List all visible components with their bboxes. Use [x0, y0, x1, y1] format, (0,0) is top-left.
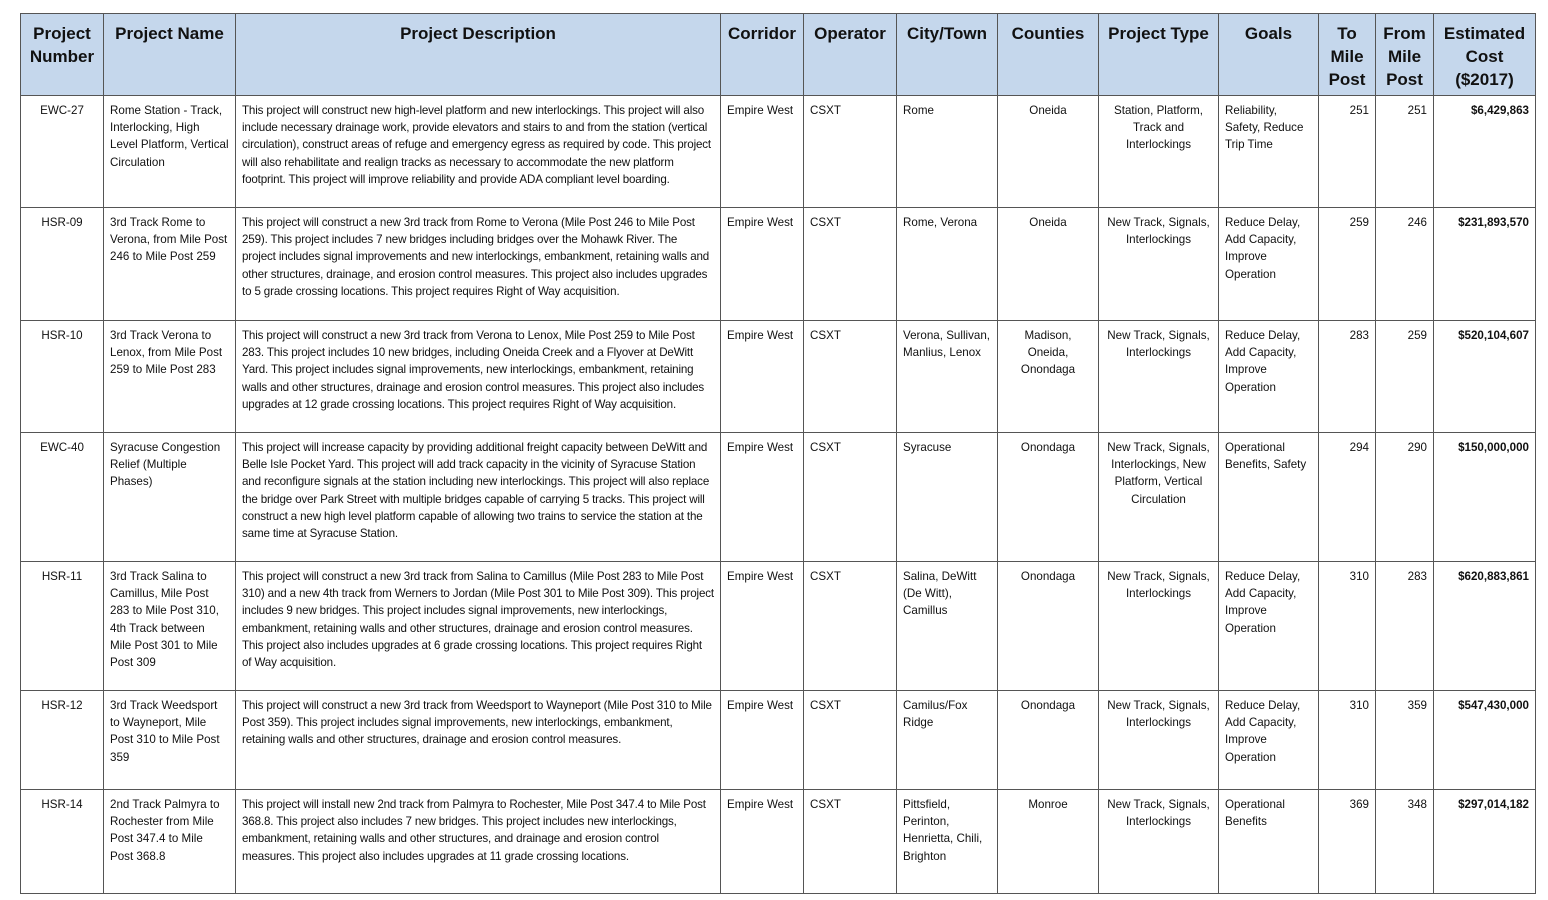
- cell-from-mile-post: 348: [1376, 790, 1434, 894]
- cell-estimated-cost: $231,893,570: [1434, 208, 1536, 321]
- header-city-town[interactable]: City/Town: [897, 14, 998, 96]
- cell-from-mile-post: 283: [1376, 562, 1434, 691]
- cell-project-name: 3rd Track Salina to Camillus, Mile Post 283 to Mile Post 310, 4th Track between Mile Post 301 to Mile Post 309: [104, 562, 236, 691]
- cell-project-description: This project will construct new high-level platform and new interlockings. This project will also include necessary drainage work, provide elevators and stairs to and from the station (vertical circulation), construct areas of refuge and emergency egress as required by code. This project will also rehabilitate and realign tracks as necessary to accommodate the new platform footprint. This project will improve reliability and provide ADA compliant level boarding.: [236, 96, 721, 208]
- header-project-description[interactable]: Project Description: [236, 14, 721, 96]
- cell-project-type: Station, Platform, Track and Interlockings: [1099, 96, 1219, 208]
- header-project-type[interactable]: Project Type: [1099, 14, 1219, 96]
- cell-operator: CSXT: [804, 321, 897, 433]
- cell-project-number: EWC-40: [21, 433, 104, 562]
- cell-operator: CSXT: [804, 208, 897, 321]
- cell-corridor: Empire West: [721, 433, 804, 562]
- cell-to-mile-post: 294: [1319, 433, 1376, 562]
- cell-project-description: This project will construct a new 3rd track from Salina to Camillus (Mile Post 283 to Mile Post 310) and a new 4th track from Werners to Jordan (Mile Post 301 to Mile Post 309). This project includes 9 new bridges. This project includes signal improvements, new interlockings, embankment, retaining walls and other structures, drainage and erosion control measures. This project also includes upgrades at 6 grade crossing locations. This project requires Right of Way acquisition.: [236, 562, 721, 691]
- cell-operator: CSXT: [804, 790, 897, 894]
- cell-counties: Onondaga: [998, 691, 1099, 790]
- cell-project-number: EWC-27: [21, 96, 104, 208]
- cell-project-type: New Track, Signals, Interlockings: [1099, 691, 1219, 790]
- cell-project-type: New Track, Signals, Interlockings: [1099, 321, 1219, 433]
- cell-project-number: HSR-14: [21, 790, 104, 894]
- table-row: [21, 433, 1536, 562]
- cell-counties: Oneida: [998, 96, 1099, 208]
- cell-project-name: 3rd Track Rome to Verona, from Mile Post 246 to Mile Post 259: [104, 208, 236, 321]
- cell-estimated-cost: $620,883,861: [1434, 562, 1536, 691]
- cell-operator: CSXT: [804, 691, 897, 790]
- cell-corridor: Empire West: [721, 321, 804, 433]
- cell-operator: CSXT: [804, 433, 897, 562]
- cell-goals: Reduce Delay, Add Capacity, Improve Operation: [1219, 691, 1319, 790]
- cell-goals: Operational Benefits, Safety: [1219, 433, 1319, 562]
- cell-project-type: New Track, Signals, Interlockings: [1099, 562, 1219, 691]
- table-row: [21, 208, 1536, 321]
- header-corridor[interactable]: Corridor: [721, 14, 804, 96]
- cell-from-mile-post: 290: [1376, 433, 1434, 562]
- cell-goals: Reliability, Safety, Reduce Trip Time: [1219, 96, 1319, 208]
- table-row: [21, 691, 1536, 790]
- cell-corridor: Empire West: [721, 208, 804, 321]
- cell-estimated-cost: $6,429,863: [1434, 96, 1536, 208]
- cell-project-number: HSR-10: [21, 321, 104, 433]
- cell-project-number: HSR-09: [21, 208, 104, 321]
- cell-corridor: Empire West: [721, 691, 804, 790]
- header-goals[interactable]: Goals: [1219, 14, 1319, 96]
- cell-city-town: Pittsfield, Perinton, Henrietta, Chili, Brighton: [897, 790, 998, 894]
- cell-to-mile-post: 283: [1319, 321, 1376, 433]
- cell-project-name: 3rd Track Verona to Lenox, from Mile Post 259 to Mile Post 283: [104, 321, 236, 433]
- cell-to-mile-post: 310: [1319, 691, 1376, 790]
- cell-from-mile-post: 246: [1376, 208, 1434, 321]
- cell-project-number: HSR-12: [21, 691, 104, 790]
- cell-project-description: This project will construct a new 3rd track from Verona to Lenox, Mile Post 259 to Mile Post 283. This project includes 10 new bridges, including Oneida Creek and a Flyover at DeWitt Yard. This project includes signal improvements, new interlockings, embankment, retaining walls and other structures, drainage and erosion control measures. This project also includes upgrades at 12 grade crossing locations. This project requires Right of Way acquisition.: [236, 321, 721, 433]
- cell-city-town: Verona, Sullivan, Manlius, Lenox: [897, 321, 998, 433]
- cell-project-type: New Track, Signals, Interlockings: [1099, 208, 1219, 321]
- cell-project-number: HSR-11: [21, 562, 104, 691]
- cell-city-town: Rome: [897, 96, 998, 208]
- cell-project-type: New Track, Signals, Interlockings, New Platform, Vertical Circulation: [1099, 433, 1219, 562]
- cell-project-name: Syracuse Congestion Relief (Multiple Phases): [104, 433, 236, 562]
- header-project-name[interactable]: Project Name: [104, 14, 236, 96]
- header-project-number[interactable]: Project Number: [21, 14, 104, 96]
- cell-project-name: Rome Station - Track, Interlocking, High Level Platform, Vertical Circulation: [104, 96, 236, 208]
- cell-city-town: Syracuse: [897, 433, 998, 562]
- cell-city-town: Camilus/Fox Ridge: [897, 691, 998, 790]
- cell-project-description: This project will increase capacity by providing additional freight capacity between DeWitt and Belle Isle Pocket Yard. This project will add track capacity in the vicinity of Syracuse Station and reconfigure signals at the station including new interlockings. This project will also replace the bridge over Park Street with multiple bridges capable of carrying 5 tracks. This project will construct a new high level platform capable of allowing two trains to service the station at the same time at Syracuse Station.: [236, 433, 721, 562]
- table-row: [21, 562, 1536, 691]
- header-to-mile-post[interactable]: To Mile Post: [1319, 14, 1376, 96]
- cell-project-description: This project will construct a new 3rd track from Rome to Verona (Mile Post 246 to Mile Post 259). This project includes 7 new bridges including bridges over the Mohawk River. The project includes signal improvements and new interlockings, embankment, retaining walls and other structures, drainage, and erosion control measures. This project also includes upgrades to 5 grade crossing locations. This project requires Right of Way acquisition.: [236, 208, 721, 321]
- table-row: [21, 96, 1536, 208]
- cell-project-description: This project will construct a new 3rd track from Weedsport to Wayneport (Mile Post 310 to Mile Post 359). This project includes signal improvements, new interlockings, embankment, retaining walls and other structures, drainage and erosion control measures.: [236, 691, 721, 790]
- projects-table: [20, 13, 1536, 894]
- cell-from-mile-post: 251: [1376, 96, 1434, 208]
- table-row: [21, 790, 1536, 894]
- header-estimated-cost[interactable]: Estimated Cost ($2017): [1434, 14, 1536, 96]
- cell-operator: CSXT: [804, 96, 897, 208]
- cell-corridor: Empire West: [721, 96, 804, 208]
- cell-operator: CSXT: [804, 562, 897, 691]
- cell-from-mile-post: 259: [1376, 321, 1434, 433]
- cell-goals: Reduce Delay, Add Capacity, Improve Operation: [1219, 562, 1319, 691]
- cell-project-name: 2nd Track Palmyra to Rochester from Mile Post 347.4 to Mile Post 368.8: [104, 790, 236, 894]
- cell-goals: Reduce Delay, Add Capacity, Improve Operation: [1219, 321, 1319, 433]
- header-counties[interactable]: Counties: [998, 14, 1099, 96]
- cell-counties: Madison, Oneida, Onondaga: [998, 321, 1099, 433]
- cell-counties: Oneida: [998, 208, 1099, 321]
- cell-estimated-cost: $150,000,000: [1434, 433, 1536, 562]
- header-row: [21, 14, 1536, 96]
- cell-to-mile-post: 310: [1319, 562, 1376, 691]
- cell-project-type: New Track, Signals, Interlockings: [1099, 790, 1219, 894]
- cell-city-town: Salina, DeWitt (De Witt), Camillus: [897, 562, 998, 691]
- cell-estimated-cost: $547,430,000: [1434, 691, 1536, 790]
- cell-corridor: Empire West: [721, 562, 804, 691]
- cell-project-description: This project will install new 2nd track from Palmyra to Rochester, Mile Post 347.4 to Mile Post 368.8. This project also includes 7 new bridges. This project includes new interlockings, embankment, retaining walls and other structures, and drainage and erosion control measures. This project also includes upgrades at 11 grade crossing locations.: [236, 790, 721, 894]
- cell-from-mile-post: 359: [1376, 691, 1434, 790]
- cell-city-town: Rome, Verona: [897, 208, 998, 321]
- cell-counties: Onondaga: [998, 433, 1099, 562]
- cell-goals: Reduce Delay, Add Capacity, Improve Operation: [1219, 208, 1319, 321]
- cell-project-name: 3rd Track Weedsport to Wayneport, Mile Post 310 to Mile Post 359: [104, 691, 236, 790]
- cell-estimated-cost: $520,104,607: [1434, 321, 1536, 433]
- header-operator[interactable]: Operator: [804, 14, 897, 96]
- cell-estimated-cost: $297,014,182: [1434, 790, 1536, 894]
- cell-counties: Onondaga: [998, 562, 1099, 691]
- cell-to-mile-post: 259: [1319, 208, 1376, 321]
- header-from-mile-post[interactable]: From Mile Post: [1376, 14, 1434, 96]
- cell-to-mile-post: 369: [1319, 790, 1376, 894]
- table-row: [21, 321, 1536, 433]
- cell-counties: Monroe: [998, 790, 1099, 894]
- cell-corridor: Empire West: [721, 790, 804, 894]
- cell-to-mile-post: 251: [1319, 96, 1376, 208]
- cell-goals: Operational Benefits: [1219, 790, 1319, 894]
